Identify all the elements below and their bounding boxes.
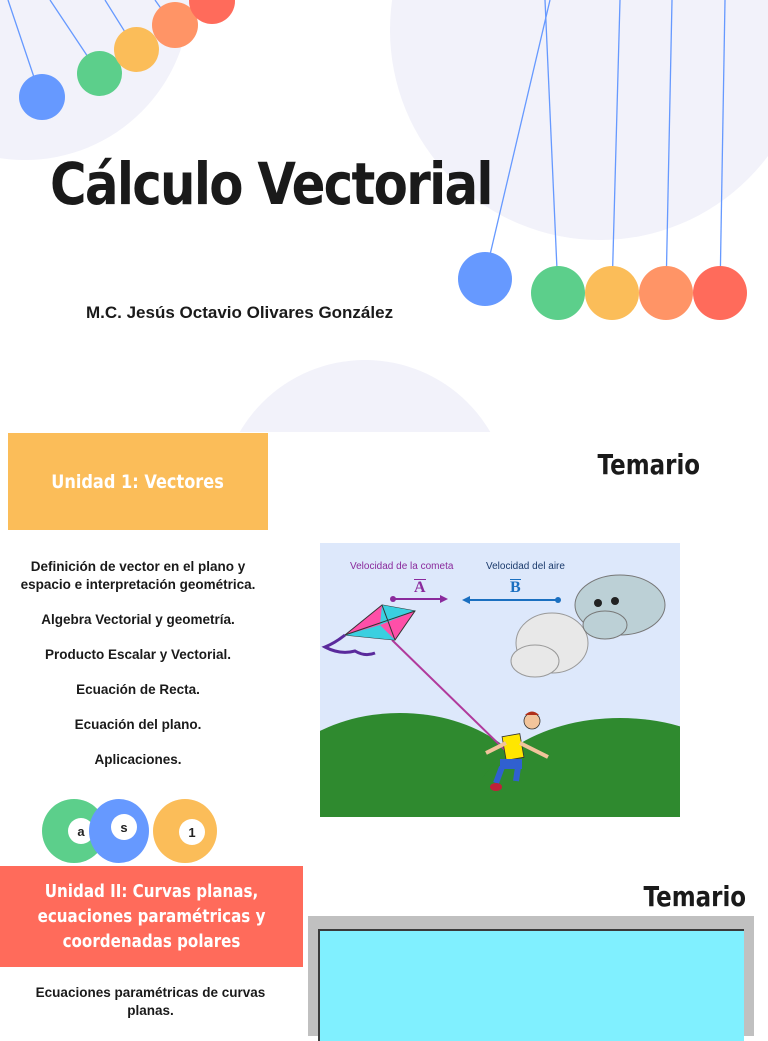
kite-scene: [320, 543, 680, 817]
ball-label: a: [68, 818, 94, 844]
pendulum-ball-green: [531, 266, 585, 320]
unit-1-heading: Unidad 1: Vectores: [51, 470, 225, 493]
pendulum-ball-blue: [19, 74, 65, 120]
unit-2-heading: Unidad II: Curvas planas, ecuaciones paramétricas y coordenadas polares: [37, 881, 266, 952]
list-item: Ecuación del plano.: [74, 717, 202, 732]
temario-heading: Temario: [597, 448, 700, 481]
list-item: Ecuaciones paramétricas de curvas planas.: [35, 985, 266, 1018]
page-title: Cálculo Vectorial: [50, 150, 492, 218]
pendulum-ball-red: [693, 266, 747, 320]
unit-1-heading-box: [8, 433, 268, 530]
unit-2-topic-list: [18, 984, 283, 1020]
unit-2-heading-box: [0, 866, 303, 967]
pendulum-ball-yellow: [585, 266, 639, 320]
pendulum-ball-yellow: [114, 27, 159, 72]
list-item: Aplicaciones.: [94, 752, 182, 767]
pendulum-ball-blue: [458, 252, 512, 306]
decorative-ball-yellow: [153, 799, 217, 863]
embedded-window-panel: [318, 929, 744, 1041]
temario-heading: Temario: [643, 880, 746, 913]
list-item: Definición de vector en el plano y espacio e interpretación geométrica.: [20, 559, 256, 592]
vector-a-label: A: [414, 579, 426, 596]
ball-label: 1: [179, 819, 205, 845]
kite-illustration: [320, 543, 680, 817]
list-item: Algebra Vectorial y geometría.: [41, 612, 235, 627]
list-item: Producto Escalar y Vectorial.: [44, 647, 232, 662]
title-slide: [0, 0, 768, 432]
air-velocity-label: Velocidad del aire: [486, 561, 565, 572]
vector-b-label: B: [510, 579, 521, 596]
list-item: Ecuación de Recta.: [76, 682, 200, 697]
kite-velocity-label: Velocidad de la cometa: [350, 561, 454, 572]
ball-label: s: [111, 814, 137, 840]
decorative-ball-blue: [89, 799, 149, 863]
pendulum-ball-orange: [639, 266, 693, 320]
author-name: M.C. Jesús Octavio Olivares González: [86, 303, 394, 322]
unit-1-topic-list: [18, 558, 258, 786]
